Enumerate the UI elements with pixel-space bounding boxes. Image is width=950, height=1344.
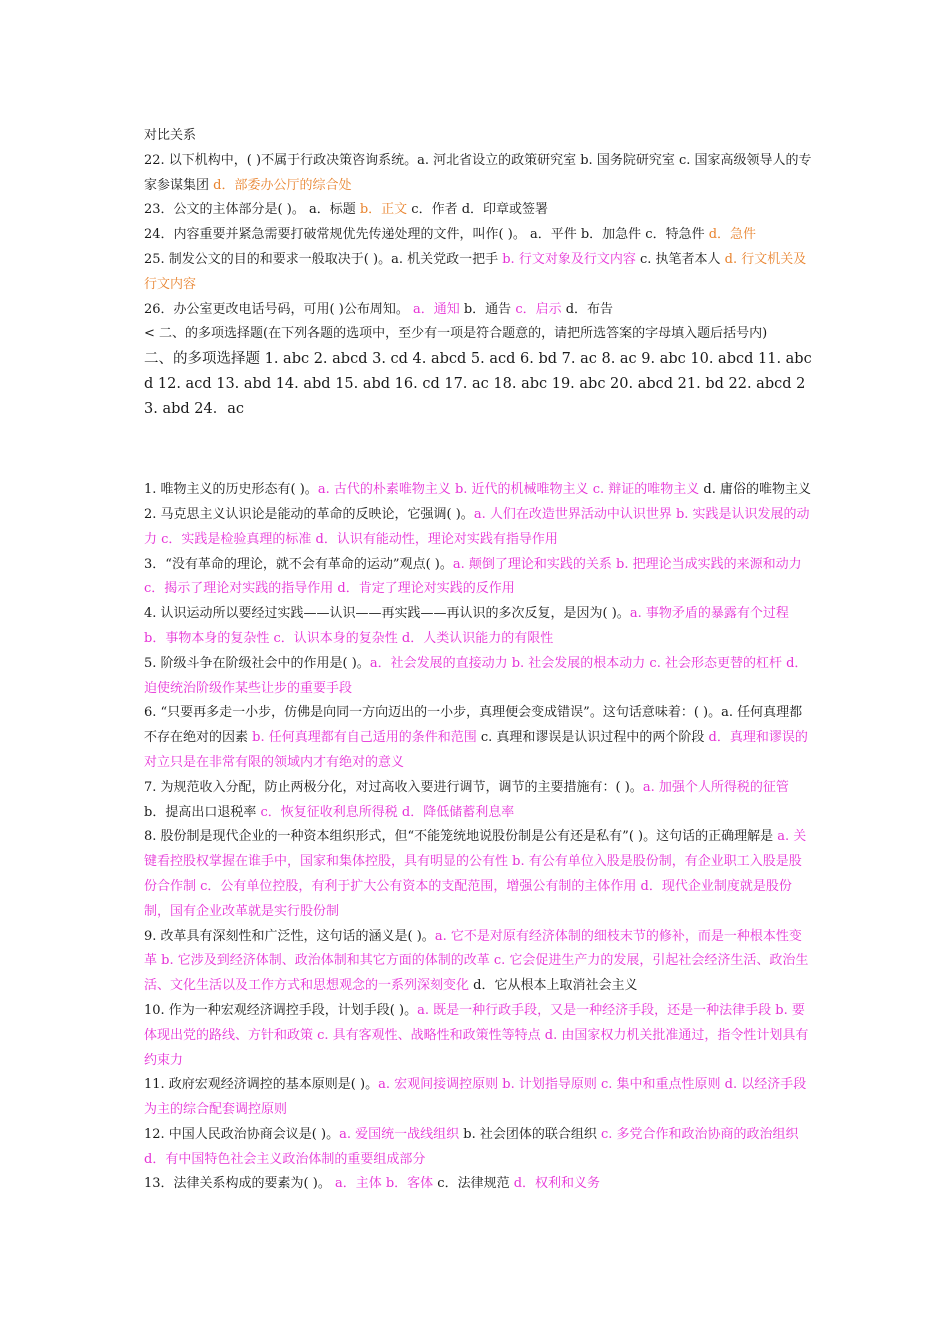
paragraph-m10 <box>144 999 812 1073</box>
text-run: d．权利和义务 <box>513 1176 601 1192</box>
paragraph-q26 <box>144 298 812 323</box>
text-run: d．真理和谬误的对立只是在非常有限的领域内才有绝对的意义 <box>144 730 808 770</box>
text-run: 26．办公室更改电话号码，可用( )公布周知。 <box>144 301 413 317</box>
paragraph-sec2-intro <box>144 322 812 347</box>
text-run: 8. 股份制是现代企业的一种资本组织形式，但“不能笼统地说股份制是公有还是私有”( )。这句话的正确理解是 <box>144 829 778 845</box>
text-run: a. 爱国统一战线组织 <box>339 1126 460 1142</box>
text-run: 1. 唯物主义的历史形态有( )。 <box>144 482 318 498</box>
paragraph-m12 <box>144 1123 812 1173</box>
text-run: 6. “只要再多走一小步，仿佛是向同一方向迈出的一小步，真理便会变成错误”。这句话意味着：( )。a. 任何真理都不存在绝对的因素 <box>144 705 803 746</box>
paragraph-m6 <box>144 701 812 775</box>
text-run: b. 近代的机械唯物主义 <box>454 482 589 498</box>
paragraph-m1 <box>144 478 812 503</box>
paragraph-m5 <box>144 652 812 702</box>
text-run: a．社会发展的直接动力 b. 社会发展的根本动力 c. 社会形态更替的杠杆 d．迫使统治阶级作某些让步的重要手段 <box>144 655 808 696</box>
paragraph-m13 <box>144 1172 812 1197</box>
text-run: 25. 制发公文的目的和要求一般取决于( )。a. 机关党政一把手 <box>144 251 503 267</box>
paragraph-m7 <box>144 776 812 826</box>
paragraph-q22 <box>144 149 812 199</box>
document-page <box>144 124 812 1197</box>
text-run: a. 事物矛盾的暴露有个过程 b．事物本身的复杂性 c．认识本身的复杂性 d．人类认识能力的有限性 <box>144 606 789 646</box>
paragraph-q24 <box>144 223 812 248</box>
paragraph-gap <box>144 438 812 462</box>
text-run: 5. 阶级斗争在阶级社会中的作用是( )。 <box>144 655 370 671</box>
paragraph-m8 <box>144 825 812 924</box>
text-run: 10. 作为一种宏观经济调控手段，计划手段( )。 <box>144 1002 418 1018</box>
text-run: a. 颠倒了理论和实践的关系 b. 把理论当成实践的来源和动力 c．揭示了理论对实践的指导作用 d．肯定了理论对实践的反作用 <box>144 556 802 597</box>
text-run: b. 社会团体的联合组织 <box>459 1126 601 1142</box>
text-run: 对比关系 <box>144 128 197 143</box>
text-run: 22. 以下机构中，( )不属于行政决策咨询系统。a. 河北省设立的政策研究室 b. 国务院研究室 c. 国家高级领导人的专家参谋集团 <box>144 152 812 193</box>
text-run: c．法律规范 <box>433 1176 514 1192</box>
text-run: b．正文 <box>359 202 408 218</box>
paragraph-sec2-answers <box>144 347 812 422</box>
text-run: 7. 为规范收入分配，防止两极分化，对过高收入要进行调节，调节的主要措施有：( )。 <box>144 779 643 795</box>
text-run: a. 既是一种行政手段，又是一种经济手段，还是一种法律手段 b. 要体现出党的路线、方针和政策 c. 具有客观性、战略性和政策性等特点 d. 由国家权力机关批准通过，指令性计划具有约束力 <box>144 1002 809 1068</box>
text-run: 2. 马克思主义认识论是能动的革命的反映论，它强调( )。 <box>144 506 474 522</box>
text-run: 12. 中国人民政治协商会议是( )。 <box>144 1126 340 1142</box>
text-run: c. 真理和谬误是认识过程中的两个阶段 <box>476 730 709 746</box>
text-run: d．它从根本上取消社会主义 <box>469 978 638 994</box>
text-run: a. 关键看控股权掌握在谁手中，国家和集体控股，具有明显的公有性 b. 有公有单位入股是股份制，有企业职工入股是股份合作制 c．公有单位控股，有利于扩大公有资本的支配范围，增强公有制的主体作用 d．现代企业制度就是股份制，国有企业改革就是实行股份制 <box>144 829 807 919</box>
text-run: < 二、的多项选择题(在下列各题的选项中，至少有一项是符合题意的，请把所选答案的字母填入题后括号内) <box>144 326 768 342</box>
paragraph-m3 <box>144 553 812 603</box>
text-run: 13．法律关系构成的要素为( )。 <box>144 1176 335 1192</box>
text-run: a．主体 b．客体 <box>334 1176 434 1192</box>
paragraph-m2 <box>144 503 812 553</box>
paragraph-head <box>144 124 812 149</box>
text-run: d. 庸俗的唯物主义 <box>699 482 811 498</box>
text-run: 二、的多项选择题 1. abc 2. abcd 3. cd 4. abcd 5. acd 6. bd 7. ac 8. ac 9. abc 10. abcd 11. abcd 12. acd 13. abd 14. abd 15. abd 16. cd 17. ac 18. abc 19. abc 20. abcd 21. bd 22. abcd 23. abd 24．ac <box>144 351 812 418</box>
paragraph-m9 <box>144 925 812 999</box>
text-run: 9. 改革具有深刻性和广泛性，这句话的涵义是( )。 <box>144 928 435 944</box>
text-run: a. 宏观间接调控原则 b. 计划指导原则 c. 集中和重点性原则 d. 以经济手段为主的综合配套调控原则 <box>144 1077 807 1118</box>
text-run: c. 多党合作和政治协商的政治组织 d．有中国特色社会主义政治体制的重要组成部分 <box>144 1126 799 1167</box>
text-run: c．作者 d．印章或签署 <box>407 202 549 218</box>
paragraph-m11 <box>144 1073 812 1123</box>
text-run: 24．内容重要并紧急需要打破常规优先传递处理的文件，叫作( )。 a．平件 b．加急件 c．特急件 <box>144 227 709 243</box>
text-run: a. 古代的朴素唯物主义 <box>317 482 451 498</box>
text-run: a. 人们在改造世界活动中认识世界 b. 实践是认识发展的动力 c．实践是检验真理的标准 d．认识有能动性，理论对实践有指导作用 <box>144 506 810 547</box>
text-run: c．启示 <box>515 301 562 317</box>
text-run: b．通告 <box>459 301 516 317</box>
text-run: 3．“没有革命的理论，就不会有革命的运动”观点( )。 <box>144 556 453 572</box>
text-run: b. 行文对象及行文内容 <box>502 251 636 267</box>
text-run: d．部委办公厅的综合处 <box>213 177 352 193</box>
text-run: b. 任何真理都有自己适用的条件和范围 <box>252 730 477 746</box>
text-run: a．通知 <box>412 301 460 317</box>
paragraph-m4 <box>144 602 812 652</box>
text-run: d．急件 <box>708 227 757 243</box>
paragraph-q25 <box>144 248 812 298</box>
text-run: c．恢复征收利息所得税 d．降低储蓄利息率 <box>260 804 515 820</box>
text-run: 11. 政府宏观经济调控的基本原则是( )。 <box>144 1077 379 1093</box>
text-run: c. 执笔者本人 <box>635 251 725 267</box>
text-run: c. 辩证的唯物主义 <box>592 482 700 498</box>
text-run: a. 加强个人所得税的征管 <box>642 779 789 795</box>
paragraph-q23 <box>144 198 812 223</box>
text-run: 23．公文的主体部分是( )。 a．标题 <box>144 202 360 218</box>
text-run: 4. 认识运动所以要经过实践——认识——再实践——再认识的多次反复，是因为( )。 <box>144 606 630 622</box>
text-run: a. 它不是对原有经济体制的细枝末节的修补，而是一种根本性变革 b. 它涉及到经济体制、政治体制和其它方面的体制的改革 c. 它会促进生产力的发展，引起社会经济生活、政治生活、文化生活以及工作方式和思想观念的一系列深刻变化 <box>144 928 809 994</box>
text-run: d. 行文机关及行文内容 <box>144 251 807 292</box>
text-run: b．提高出口退税率 <box>144 804 261 820</box>
text-run: d．布告 <box>561 301 614 317</box>
